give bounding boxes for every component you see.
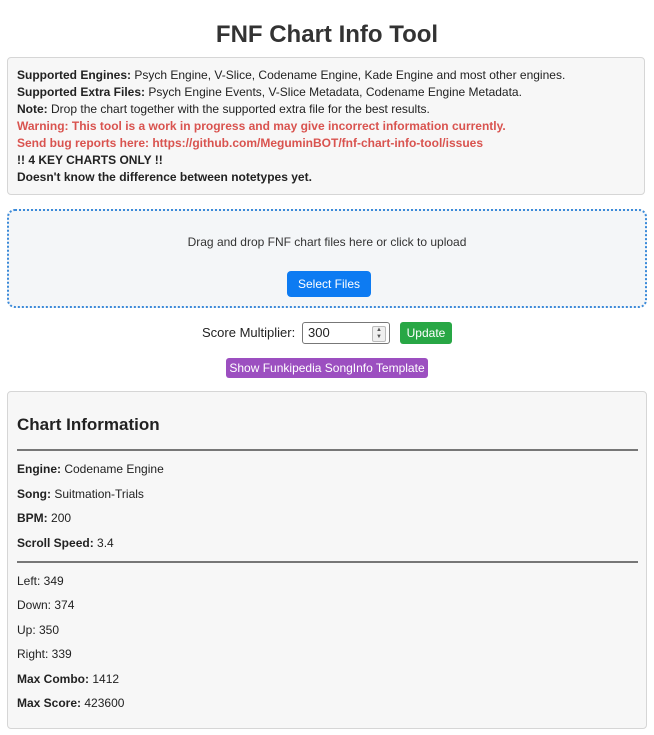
- drop-zone-prompt: Drag and drop FNF chart files here or click to upload: [187, 235, 467, 249]
- engine-row: [17, 462, 164, 476]
- page-title: FNF Chart Info Tool: [215, 21, 439, 48]
- score-multiplier-row: [0, 322, 654, 346]
- bpm-label: BPM:: [17, 511, 48, 525]
- max-score-row: [17, 696, 124, 710]
- bug-report-text: Send bug reports here: https://github.com/MeguminBOT/fnf-chart-info-tool/issues: [17, 136, 483, 150]
- scroll-speed-label: Scroll Speed:: [17, 536, 94, 550]
- scroll-speed-value: 3.4: [97, 536, 114, 550]
- note-value: Drop the chart together with the supported extra file for the best results.: [51, 102, 430, 116]
- supported-extra-files-value: Psych Engine Events, V-Slice Metadata, Codename Engine Metadata.: [148, 85, 522, 99]
- divider: [17, 449, 638, 451]
- spin-down-icon[interactable]: ▼: [376, 334, 382, 340]
- info-panel: [7, 57, 645, 195]
- max-combo-row: [17, 672, 119, 686]
- supported-engines-value: Psych Engine, V-Slice, Codename Engine, Kade Engine and most other engines.: [134, 68, 566, 82]
- down-notes-count: Down: 374: [17, 598, 75, 612]
- four-key-notice: !! 4 KEY CHARTS ONLY !!: [17, 153, 163, 167]
- chart-information-panel: [7, 391, 647, 729]
- supported-extra-files-label: Supported Extra Files:: [17, 85, 146, 99]
- notetypes-notice: Doesn't know the difference between notetypes yet.: [17, 170, 312, 184]
- up-notes-count: Up: 350: [17, 623, 60, 637]
- divider: [17, 561, 638, 563]
- song-label: Song:: [17, 487, 51, 501]
- bpm-value: 200: [51, 511, 72, 525]
- scroll-speed-row: [17, 536, 114, 550]
- select-files-button[interactable]: Select Files: [287, 271, 371, 297]
- file-drop-zone[interactable]: [7, 209, 647, 308]
- note-line: [17, 101, 635, 118]
- engine-label: Engine:: [17, 462, 61, 476]
- number-spinner[interactable]: [372, 326, 386, 342]
- song-row: [17, 487, 144, 501]
- update-button[interactable]: Update: [400, 322, 452, 344]
- supported-extra-files-line: [17, 84, 635, 101]
- max-score-value: 423600: [84, 696, 125, 710]
- warning-text: Warning: This tool is a work in progress and may give incorrect information currently.: [17, 119, 506, 133]
- engine-value: Codename Engine: [64, 462, 164, 476]
- score-multiplier-label: Score Multiplier:: [202, 325, 296, 340]
- left-notes-count: Left: 349: [17, 574, 64, 588]
- show-template-button[interactable]: Show Funkipedia SongInfo Template: [226, 358, 428, 378]
- spin-up-icon[interactable]: ▲: [376, 327, 382, 333]
- supported-engines-line: [17, 67, 635, 84]
- bpm-row: [17, 511, 71, 525]
- score-multiplier-input[interactable]: [302, 322, 390, 344]
- max-combo-value: 1412: [92, 672, 120, 686]
- chart-information-heading: Chart Information: [17, 415, 160, 434]
- supported-engines-label: Supported Engines:: [17, 68, 131, 82]
- max-combo-label: Max Combo:: [17, 672, 89, 686]
- right-notes-count: Right: 339: [17, 647, 72, 661]
- max-score-label: Max Score:: [17, 696, 82, 710]
- song-value: Suitmation-Trials: [54, 487, 144, 501]
- score-multiplier-value: 300: [308, 325, 330, 340]
- note-label: Note:: [17, 102, 48, 116]
